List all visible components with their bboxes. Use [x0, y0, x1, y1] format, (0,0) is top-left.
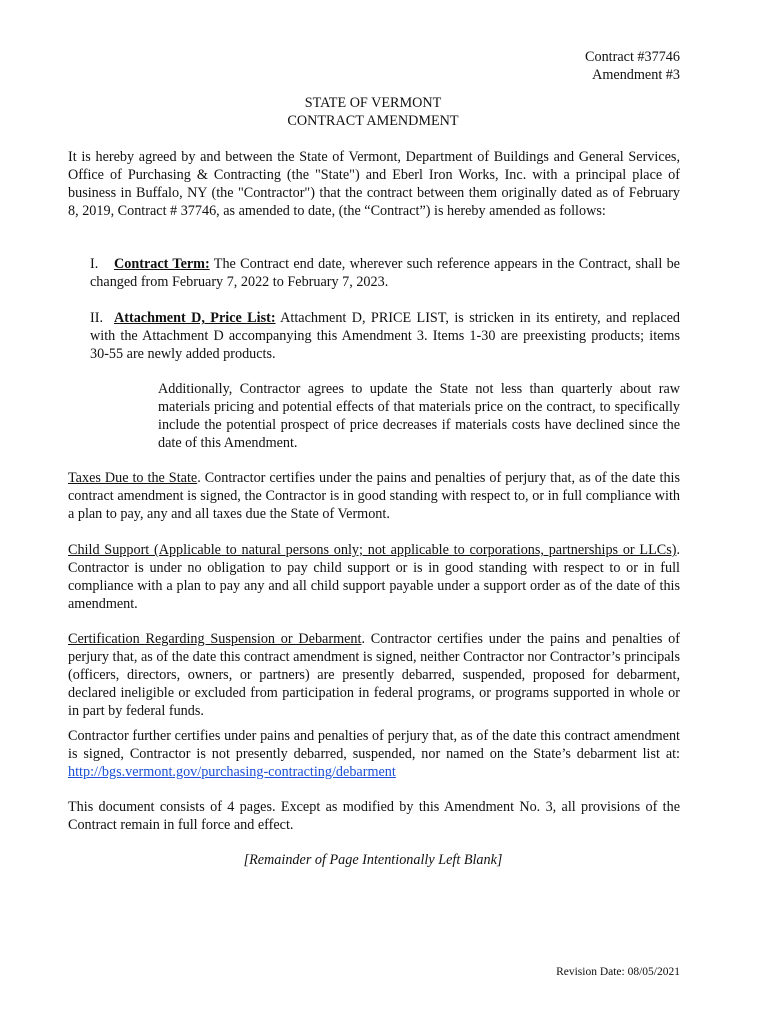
- item-heading: Attachment D, Price List:: [114, 310, 276, 326]
- revision-date: Revision Date: 08/05/2021: [556, 966, 680, 978]
- item-number: II.: [90, 310, 103, 326]
- pages-note-paragraph: This document consists of 4 pages. Except as modified by this Amendment No. 3, all provisions of the Contract remain in full force and effect.: [68, 799, 680, 833]
- taxes-heading: Taxes Due to the State: [68, 470, 198, 486]
- item-number: I.: [90, 256, 99, 272]
- title-line-2: CONTRACT AMENDMENT: [287, 113, 459, 129]
- item-contract-term: [90, 255, 680, 291]
- blank-page-note: [Remainder of Page Intentionally Left Blank]: [243, 852, 503, 868]
- certification-text: . Contractor certifies under the pains and penalties of perjury that, as of the date this contract amendment is signed, neither Contractor nor Contractor’s principals (officers, directors, owners, or partners) are presently debarred, suspended, proposed for debarment, declared ineligible or excluded from participation in federal programs, or programs supported in whole or in part by federal funds.: [68, 631, 680, 719]
- title-line-1: STATE OF VERMONT: [304, 95, 442, 111]
- contract-number: Contract #37746: [585, 49, 680, 65]
- item-price-list: [90, 309, 680, 363]
- item-heading: Contract Term:: [114, 256, 210, 272]
- certification-paragraph: [68, 630, 680, 720]
- child-support-paragraph: [68, 541, 680, 613]
- contract-reference: [585, 48, 680, 84]
- amendment-number: Amendment #3: [592, 67, 680, 83]
- item-text: Attachment D, PRICE LIST, is stricken in its entirety, and replaced with the Attachment D accompanying this Amendment 3. Items 1-30 are preexisting products; items 30-55 are newly added products.: [90, 310, 681, 362]
- child-support-heading: Child Support (Applicable to natural persons only; not applicable to corporations, partnerships or LLCs): [68, 542, 677, 558]
- debarment-text: Contractor further certifies under pains and penalties of perjury that, as of the date this contract amendment is signed, Contractor is not presently debarred, suspended, nor named on the State’s debarment list at:: [68, 728, 680, 762]
- additional-paragraph: Additionally, Contractor agrees to update the State not less than quarterly about raw materials pricing and potential effects of that materials price on the contract, to specifically include the potential prospect of price decreases if materials costs have declined since the date of this Amendment.: [158, 381, 680, 451]
- item-text: The Contract end date, wherever such reference appears in the Contract, shall be changed from February 7, 2022 to February 7, 2023.: [90, 256, 680, 290]
- debarment-paragraph: [68, 727, 680, 781]
- document-title: [0, 94, 746, 130]
- intro-paragraph: It is hereby agreed by and between the State of Vermont, Department of Buildings and General Services, Office of Purchasing & Contracting (the "State") and Eberl Iron Works, Inc. with a principal place of business in Buffalo, NY (the "Contractor") that the contract between them originally dated as of February 8, 2019, Contract # 37746, as amended to date, (the “Contract”) is hereby amended as follows:: [68, 149, 680, 219]
- taxes-text: . Contractor certifies under the pains and penalties of perjury that, as of the date this contract amendment is signed, the Contractor is in good standing with respect to, or in full compliance with a plan to pay, any and all taxes due the State of Vermont.: [68, 470, 680, 522]
- child-support-text: . Contractor is under no obligation to pay child support or is in good standing with respect to or in full compliance with a plan to pay any and all child support payable under a support order as of the date of this amendment.: [68, 542, 680, 612]
- debarment-list-link[interactable]: http://bgs.vermont.gov/purchasing-contracting/debarment: [68, 764, 396, 780]
- taxes-paragraph: [68, 469, 680, 523]
- certification-heading: Certification Regarding Suspension or Debarment: [68, 631, 362, 647]
